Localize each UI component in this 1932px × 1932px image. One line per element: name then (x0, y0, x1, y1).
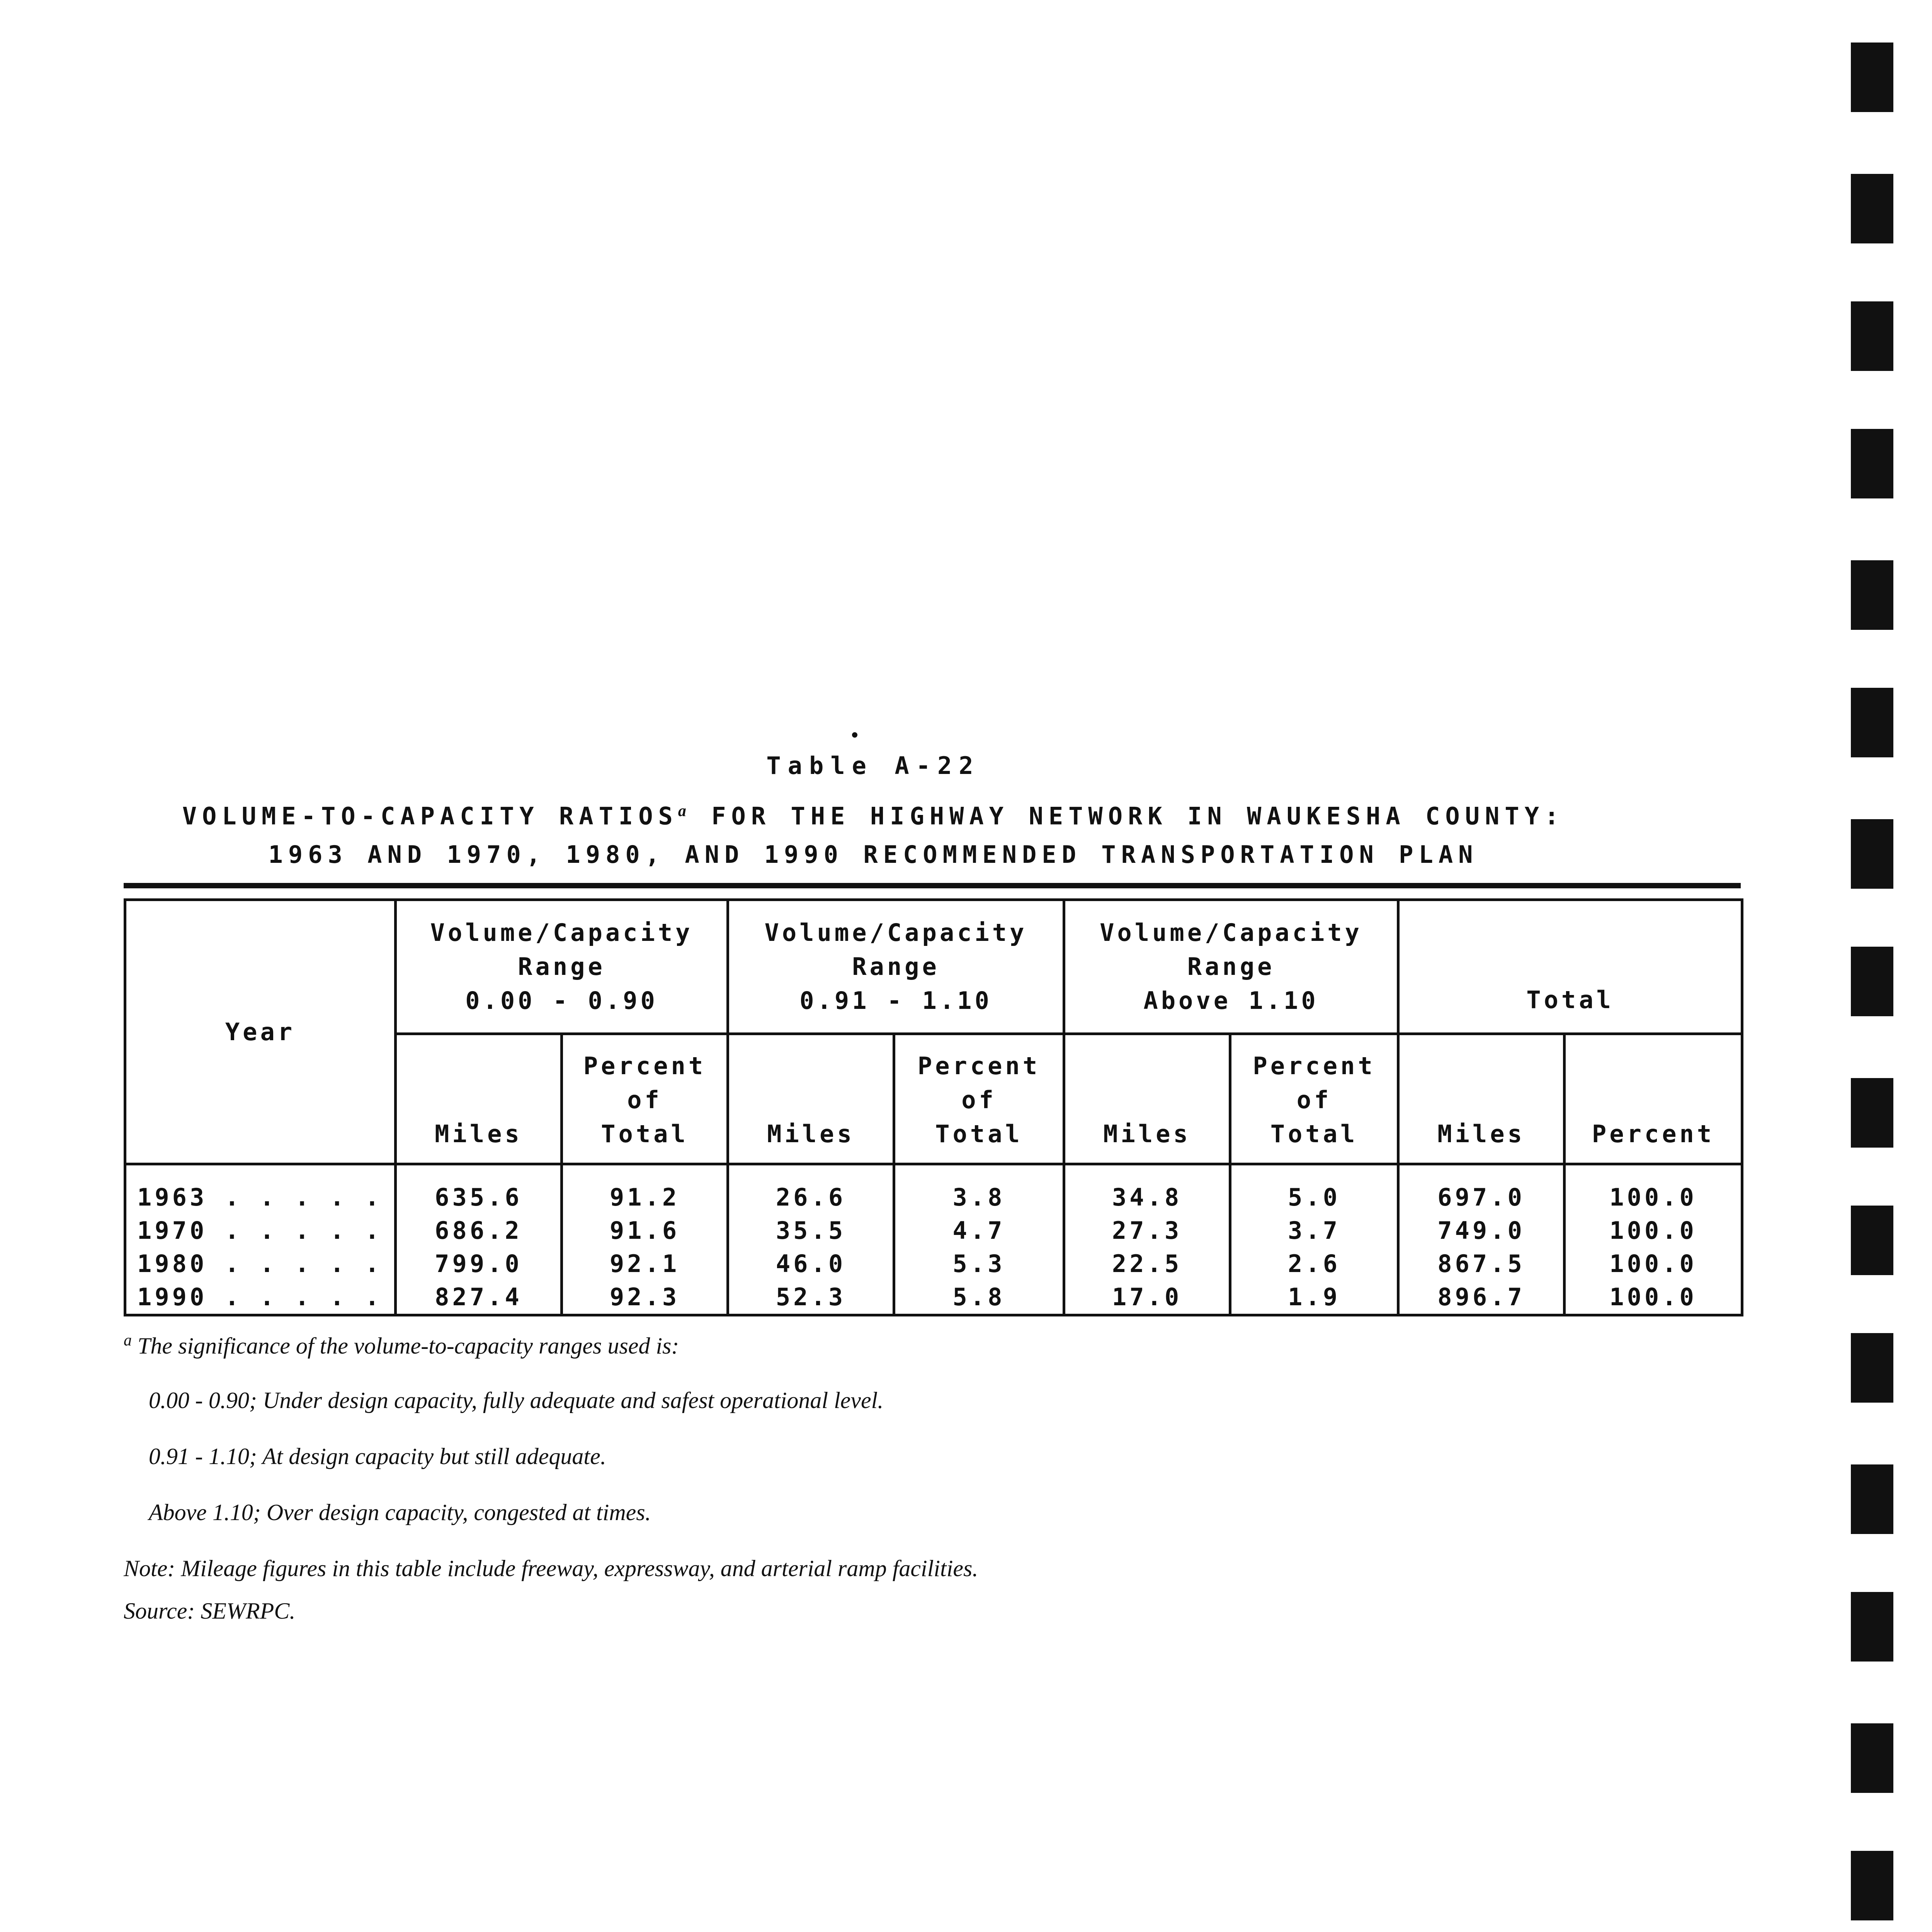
footnote-intro (124, 1331, 679, 1359)
binding-tab (1851, 429, 1893, 498)
col-year-header (125, 900, 396, 1164)
binding-tab (1851, 174, 1893, 243)
group3-label: Volume/Capacity Range Above 1.10 (1100, 918, 1362, 1015)
pct-label: Percent of Total (1253, 1052, 1376, 1148)
col-total-header (1398, 900, 1742, 1034)
binding-tab (1851, 947, 1893, 1016)
pct-label: Percent of Total (917, 1052, 1041, 1148)
miles-label: Miles (1437, 1120, 1525, 1148)
binding-tab (1851, 1723, 1893, 1793)
total-pct-values: 100.0 100.0 100.0 100.0 (1609, 1183, 1697, 1311)
title-rule (124, 883, 1741, 888)
total-pct-column (1565, 1164, 1742, 1315)
footnote-marker: a (124, 1332, 132, 1349)
g2-miles-column (728, 1164, 894, 1315)
binding-tab (1851, 301, 1893, 371)
total-pct-header (1565, 1034, 1742, 1164)
g2-pct-header (894, 1034, 1064, 1164)
g3-pct-header (1230, 1034, 1398, 1164)
binding-tab (1851, 1464, 1893, 1534)
g2-miles-header (728, 1034, 894, 1164)
binding-tab (1851, 1206, 1893, 1275)
footnote-intro-text: The significance of the volume-to-capacity ranges used is: (138, 1333, 679, 1359)
g3-miles-values: 34.8 27.3 22.5 17.0 (1112, 1183, 1182, 1311)
g2-miles-values: 26.6 35.5 46.0 52.3 (776, 1183, 846, 1311)
binding-tab (1851, 688, 1893, 757)
binding-tab (1851, 560, 1893, 630)
footnote-range-1: 0.00 - 0.90; Under design capacity, fully adequate and safest operational level. (149, 1388, 884, 1413)
g1-pct-column (562, 1164, 728, 1315)
g3-pct-column (1230, 1164, 1398, 1315)
table-note: Note: Mileage figures in this table include freeway, expressway, and arterial ramp facilities. (124, 1556, 978, 1581)
total-miles-header (1398, 1034, 1565, 1164)
table-source: Source: SEWRPC. (124, 1598, 296, 1624)
year-values: 1963 . . . . . 1970 . . . . . 1980 . . . . . 1990 . . . . . (137, 1183, 383, 1311)
g2-pct-values: 3.8 4.7 5.3 5.8 (952, 1183, 1005, 1311)
miles-label: Miles (767, 1120, 855, 1148)
title-text: VOLUME-TO-CAPACITY RATIOS (182, 802, 678, 830)
g3-miles-column (1064, 1164, 1230, 1315)
g3-miles-header (1064, 1034, 1230, 1164)
year-column (125, 1164, 396, 1315)
g1-miles-values: 635.6 686.2 799.0 827.4 (435, 1183, 522, 1311)
col-year-label: Year (225, 1017, 296, 1046)
table-body-row (125, 1164, 1742, 1315)
stray-dot (852, 732, 857, 738)
table-title-line1 (0, 802, 1747, 830)
g1-miles-column (396, 1164, 562, 1315)
g2-pct-column (894, 1164, 1064, 1315)
binding-tab (1851, 1592, 1893, 1662)
g3-pct-values: 5.0 3.7 2.6 1.9 (1288, 1183, 1341, 1311)
miles-label: Miles (1103, 1120, 1191, 1148)
percent-label: Percent (1592, 1120, 1715, 1148)
binding-tab (1851, 1851, 1893, 1920)
col-group1-header (396, 900, 728, 1034)
group1-label: Volume/Capacity Range 0.00 - 0.90 (430, 918, 693, 1015)
g1-pct-values: 91.2 91.6 92.1 92.3 (609, 1183, 680, 1311)
binding-tab (1851, 819, 1893, 889)
total-label: Total (1526, 986, 1614, 1014)
title-footnote-marker: a (678, 802, 692, 820)
group2-label: Volume/Capacity Range 0.91 - 1.10 (764, 918, 1027, 1015)
table-label: Table A-22 (766, 752, 980, 780)
vc-ratio-table (124, 898, 1743, 1316)
binding-tab (1851, 1078, 1893, 1148)
total-miles-column (1398, 1164, 1565, 1315)
pct-label: Percent of Total (583, 1052, 706, 1148)
g1-pct-header (562, 1034, 728, 1164)
binding-tab (1851, 1333, 1893, 1403)
title-text-rest: FOR THE HIGHWAY NETWORK IN WAUKESHA COUNTY: (711, 802, 1565, 830)
total-miles-values: 697.0 749.0 867.5 896.7 (1437, 1183, 1525, 1311)
col-group3-header (1064, 900, 1398, 1034)
miles-label: Miles (435, 1120, 522, 1148)
footnote-range-3: Above 1.10; Over design capacity, congested at times. (149, 1500, 651, 1525)
g1-miles-header (396, 1034, 562, 1164)
binding-tab (1851, 43, 1893, 112)
table-title-line2: 1963 AND 1970, 1980, AND 1990 RECOMMENDED TRANSPORTATION PLAN (268, 840, 1478, 869)
col-group2-header (728, 900, 1064, 1034)
footnote-range-2: 0.91 - 1.10; At design capacity but still adequate. (149, 1444, 606, 1469)
